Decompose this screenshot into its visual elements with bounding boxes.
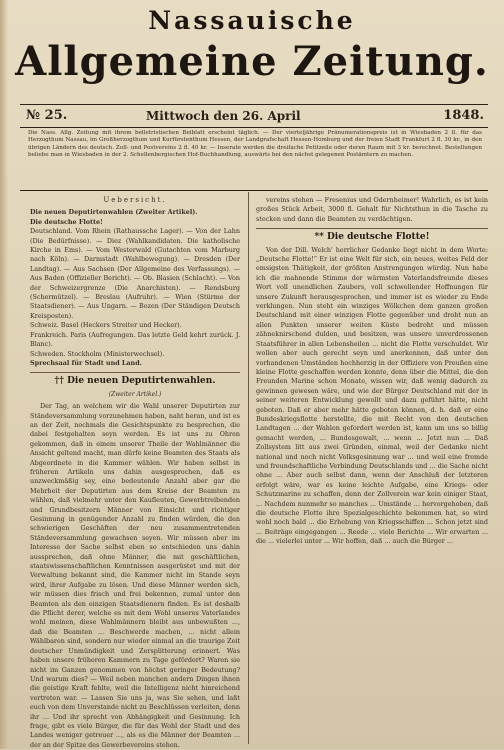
issue-number: № 25.	[26, 108, 68, 123]
subscription-notice: Die Nass. Allg. Zeitung mit ihrem belletristischen Beiblatt erscheint täglich. — Der vierteljährige Pränumerationspreis ist in Wiesbaden 2 fl. für das Herzogthum Nassau, im Großherzogthum und Kurfürstenthum Hessen, der Landgrafschaft Hessen-Homburg und der freien Stadt Frankfurt 2 fl. 30 kr., in den übrigen Ländern des deutsch. Zoll- und Postvereins 2 fl. 40 kr. — Inserate werden die dreifache Petitzeile oder deren Raum mit 3 kr. berechnet. Bestellungen beliebe man in Wiesbaden in der 2. Schellenbergischen Hof-Buchhandlung, auswärts bei den nächst gelegenen Postämtern zu machen.	[28, 130, 482, 158]
toc-item: Frankreich. Paris (Aufregungen. Das letzte Geld kehrt zurück. J. Blanc).	[30, 330, 240, 349]
toc-item: Deutschland. Vom Rhein (Rathaussche Lager). — Von der Lahn (Die Bedürfnisse). — Diez (Wahlkandidaten. Die katholische Kirche in Ems). — Vom Westerwald (Gutachten vom Marburg nach Köln). — Darmstadt (Wahlbewegung). — Dresden (Der Landtag). — Aus Sachsen (Der Allgemeine des Verfassungs). — Aus Baden (Offizieller Bericht). — Ob. Blasien (Schlacht). — Von der Schweizergrenze (Die Anarchisten). — Rendsburg (Schermützel). — Breslau (Aufruhr). — Wien (Stürme der Staatsdiener). — Aus Ungarn. — Bozen (Der Ständigen Deutsch Kreisposten).	[30, 227, 240, 320]
toc-item: Sprechsaal für Stadt und Land.	[30, 358, 142, 367]
article-body-deputies: Der Tag, an welchem wir die Wahl unserer Deputirten zur Ständeversammlung vorzunehmen haben, naht heran, und ist es an der Zeit, nochmals die Gesichtspunkte zu besprechen, die dabei festgehalten seyn werden. Es ist uns zu Ohren gekommen, daß in einem unserer Theile der Wahlmänner die Ansicht geltend macht, man dürfe keine Beamten des Staats als Abgeordnete in die Kammer wählen. Wir haben selbst in früheren Artikeln uns dahin ausgesprochen, daß es unzweckmäßig sey, eine bedeutende Anzahl aber gar die Mehrheit der Deputirten aus dem Kreise der Beamten zu wählen, daß vielmehr unter den Kaufleuten, Gewerbtreibenden und Grundbesitzern Männer von Einsicht und richtiger Gesinnung in genügender Anzahl zu finden würden, die den schwierigen Geschäften der neu zusammentretenden Ständeversammlung gewachsen seyen. Wir müssen aber im Interesse der Sache selbst eben so entschieden uns dahin aussprechen, daß ohne Männer, die mit geschäftlichen, staatswissenschaftlichen Kenntnissen ausgerüstet und mit der Verwaltung bekannt sind, die Kammer nicht im Stande seyn wird, ihrer Aufgabe zu lösen. Und diese Männer werden sich, wir müssen dies frisch und frei bekennen, zumal unter den Beamten als den einzigen Staatsdienern finden. Es ist deshalb die Pflicht derer, welche es mit dem Wohl unseres Vaterlandes wohl meinen, diese Wahlmännern bleibt aus unbewußten ..., daß die Beamten ... Beschwerde machen, ... nicht allein Wählbaren sind, sondern nur wieder einmal an die traurige Zeit deutscher Unmündigkeit und Zersplitterung erinnert. Was haben unsere früheren Kammern zu Tage gefördert? Waren sie nicht im Ganzen genommen von höchst geringer Bedeutung? Und warum dies? — Weil neben manchen andern Dingen ihnen die geistige Kraft fehlte, weil die Intelligenz nicht hinreichend vertreten war. — Lassen Sie uns ja, was Sie sehen, und laßt euch von dem Unverstande nicht zu Beschlüssen verleiten, denn ihr ... Und ihr sprecht von Abhängigkeit und Gesinnung. Ich frage, gibt es viele Bürger, die für das Wohl der Stadt und des Landes weniger getreuer ..., als es die Männer der Beamten ... der an der Spitze des Gewerbevereins stehen.	[30, 402, 240, 749]
left-column	[30, 196, 240, 749]
article-body-fleet: Von der Dill. Welch' herrlicher Gedanke liegt nicht in dem Worte: „Deutsche Flotte!“ Er ist eine Welt für sich, ein neues, weites Feld der emsigsten Thätigkeit, der größten Anstrengungen würdig. Nun habe ich die mahnende Stimme der wärmsten Vaterlandsfreunde dieses Wort voll unendlichen Zaubers, voll schwellender Hoffnungen für unsere Zukunft herausgesprochen, und immer ist es wieder zu Ende verklungen. Nun steht ein winziges Wölkchen dem ganzen großen Deutschland mit einer winzigen Flotte gegenüber und droht nun an allen Punkten unserer weiten Küste bedroht und müssen zähneknirschend dulden, und besitzen, was unsere unverdrossenen Staatsführer in allen Lebensheilen ... nicht die Flotte verschuldet. Wir wollen aber auch gerecht seyn und anerkennen, daß unter den vorhandenen Umständen hochherzig in der Offiziere von Preußen eine kleine Flotte geschaffen werden konnte, denn über die Mittel, die den Freunden Marine schon Monate, wissen wir, daß wenig dadurch zu gewinnen gewesen wäre, und wie der Bürger Deutschland mit der in seiner weiteren Entwicklung gewollt und dazu geführt hätte, nicht geboten. Daß er aber mehr hätte geboten können, d. h. daß er eine Bundeskriegsflotte herstellte, die mit Recht von den deutschen Landtagen ... der Wahlen gefordert werden ist, kann um uns so billig gemacht werden, ... Bundesgewalt, ... wenn ... Jetzt nun ... Daß Zollsystem litt aus zwei Gründen, einmal, weil der Gedanke nicht national und noch nicht Volksgesinnung war ... und weil eine fremde und freundschaftliche Verbindung Deutschlands und ... die Sache nicht ohne ... Aber auch selbst dann, wenn der Anschluß der letzteren erfolgt wäre, war es keine leichte Aufgabe, eine Kriegs- oder Schutzmarine zu schaffen, denn der Zollverein war kein einiger Staat, ... Nachdem nunmehr so manches ... Umstände ... hervorgehoben, daß die deutsche Flotte ihre Spezialgeschichte bekommen hat, so wird wohl noch bald ... die Erhebung von Kriegsschiffen ... Schon jetzt sind ... Beiträge eingegangen ... Reede ... viele Berichte ... Wir erwarten ... die ... vielerlei unter ... Wir hoffen, daß ... auch die Bürger ...	[256, 245, 488, 546]
right-column	[256, 196, 488, 744]
top-rule	[20, 104, 488, 105]
dateline	[26, 108, 484, 126]
notice-rule	[20, 190, 488, 191]
column-separator	[248, 192, 249, 744]
continued-text: vereins stehen — Fresenius und Odernheimer! Wahrlich, es ist kein großes Stück Arbeit, 3000 fl. Gehalt für Nichtsthun in die Tasche zu stecken und dann die Beamten zu verdächtigen.	[256, 196, 488, 223]
section-divider	[256, 228, 488, 229]
issue-date: Mittwoch den 26. April	[146, 109, 301, 123]
toc-item: Schweiz. Basel (Heckers Streiter und Hecker).	[30, 321, 182, 330]
article-title-fleet: ** Die deutsche Flotte!	[314, 232, 430, 243]
article-subtitle: (Zweiter Artikel.)	[108, 390, 162, 398]
toc-list	[30, 208, 240, 368]
dateline-rule	[20, 127, 488, 128]
issue-year: 1848.	[443, 108, 484, 123]
article-title-deputies: †† Die neuen Deputirtenwahlen.	[54, 376, 216, 387]
toc-item: Schweden. Stockholm (Ministerwechsel).	[30, 349, 165, 358]
toc-item: Die deutsche Flotte!	[30, 217, 103, 226]
toc-title: Uebersicht.	[103, 196, 167, 204]
toc-item: Die neuen Deputirtenwahlen (Zweiter Artikel).	[30, 208, 198, 217]
masthead-line-2: Allgemeine Zeitung.	[15, 38, 489, 85]
masthead-line-1: Nassauische	[148, 6, 356, 35]
section-divider	[30, 372, 240, 373]
